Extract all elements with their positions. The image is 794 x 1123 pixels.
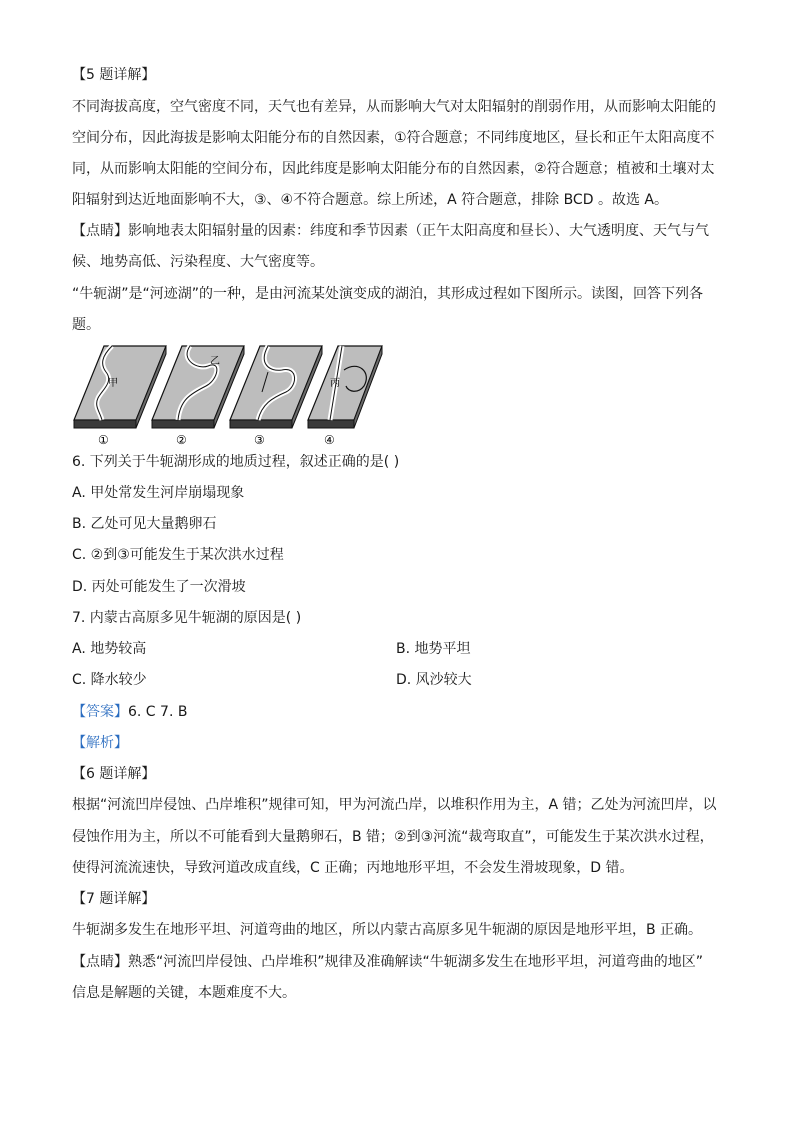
tip-text: 影响地表太阳辐射量的因素：纬度和季节因素（正午太阳高度和昼长）、大气透明度、天气与气 [128,223,709,239]
question-7-option-a: A. 地势较高 [72,641,147,657]
answer-line [72,703,187,721]
question-7-option-c: C. 降水较少 [72,672,147,688]
diagram-label-jia: 甲 [108,378,118,389]
question-6-option-d: D. 丙处可能发生了一次滑坡 [72,579,246,595]
intro-line: 题。 [72,317,100,333]
tip-text: 熟悉“河流凹岸侵蚀、凸岸堆积”规律及准确解读“牛轭湖多发生在地形平坦，河道弯曲的地区” [128,954,704,970]
question-7-option-b: B. 地势平坦 [396,641,471,657]
diagram-label-bing: 丙 [330,378,340,389]
section6-line: 侵蚀作用为主，所以不可能看到大量鹅卵石，B 错；②到③河流“裁弯取直”，可能发生于某次洪水过程， [72,829,714,845]
section7-line: 牛轭湖多发生在地形平坦、河道弯曲的地区，所以内蒙古高原多见牛轭湖的原因是地形平坦，B 正确。 [72,922,703,938]
diagram-number-3: ③ [254,433,265,446]
question-6-stem: 6. 下列关于牛轭湖形成的地质过程，叙述正确的是( ) [72,454,400,470]
question-6-option-a: A. 甲处常发生河岸崩塌现象 [72,485,245,501]
diagram-number-4: ④ [324,433,335,446]
question-6-option-b: B. 乙处可见大量鹅卵石 [72,516,217,532]
answer-label: 【答案】 [72,704,128,720]
question-6-option-c: C. ②到③可能发生于某次洪水过程 [72,547,284,563]
section5-line: 同，从而影响太阳能的空间分布，因此纬度是影响太阳能分布的自然因素，②符合题意；植被和土壤对太 [72,161,715,177]
diagram-block-3 [230,346,322,428]
section5-line: 空间分布，因此海拔是影响太阳能分布的自然因素，①符合题意；不同纬度地区，昼长和正午太阳高度不 [72,130,715,146]
intro-line: “牛轭湖”是“河迹湖”的一种，是由河流某处演变成的湖泊，其形成过程如下图所示。读图，回答下列各 [72,286,704,302]
answer-value: 6. C 7. B [128,704,188,720]
section5-tip-line: 候、地势高低、污染程度、大气密度等。 [72,254,324,270]
section5-line: 阳辐射到达近地面影响不大，③、④不符合题意。综上所述，A 符合题意，排除 BCD 。故选 A。 [72,192,668,208]
tip-label: 【点睛】 [72,954,128,970]
diagram-number-1: ① [98,433,109,446]
oxbow-lake-diagram [72,342,384,446]
section5-heading: 【5 题详解】 [72,67,156,83]
section7-heading: 【7 题详解】 [72,891,156,907]
diagram-block-2 [152,346,244,428]
oxbow-diagram-svg [72,342,384,446]
section7-tip [72,953,703,971]
question-7-stem: 7. 内蒙古高原多见牛轭湖的原因是( ) [72,610,302,626]
analysis-label: 【解析】 [72,735,128,751]
section6-heading: 【6 题详解】 [72,766,156,782]
section7-tip-line: 信息是解题的关键，本题难度不大。 [72,985,296,1001]
diagram-label-yi: 乙 [210,356,220,367]
section5-line: 不同海拔高度，空气密度不同，天气也有差异，从而影响大气对太阳辐射的削弱作用，从而影响太阳能的 [72,99,716,115]
section6-line: 根据“河流凹岸侵蚀、凸岸堆积”规律可知，甲为河流凸岸，以堆积作用为主，A 错；乙处为河流凹岸，以 [72,797,717,813]
section6-line: 使得河流流速快，导致河道改成直线，C 正确；丙地地形平坦，不会发生滑坡现象，D 错。 [72,860,634,876]
tip-label: 【点睛】 [72,223,128,239]
diagram-number-2: ② [176,433,187,446]
diagram-block-1 [74,346,166,428]
section5-tip [72,222,709,240]
question-7-option-d: D. 风沙较大 [396,672,472,688]
